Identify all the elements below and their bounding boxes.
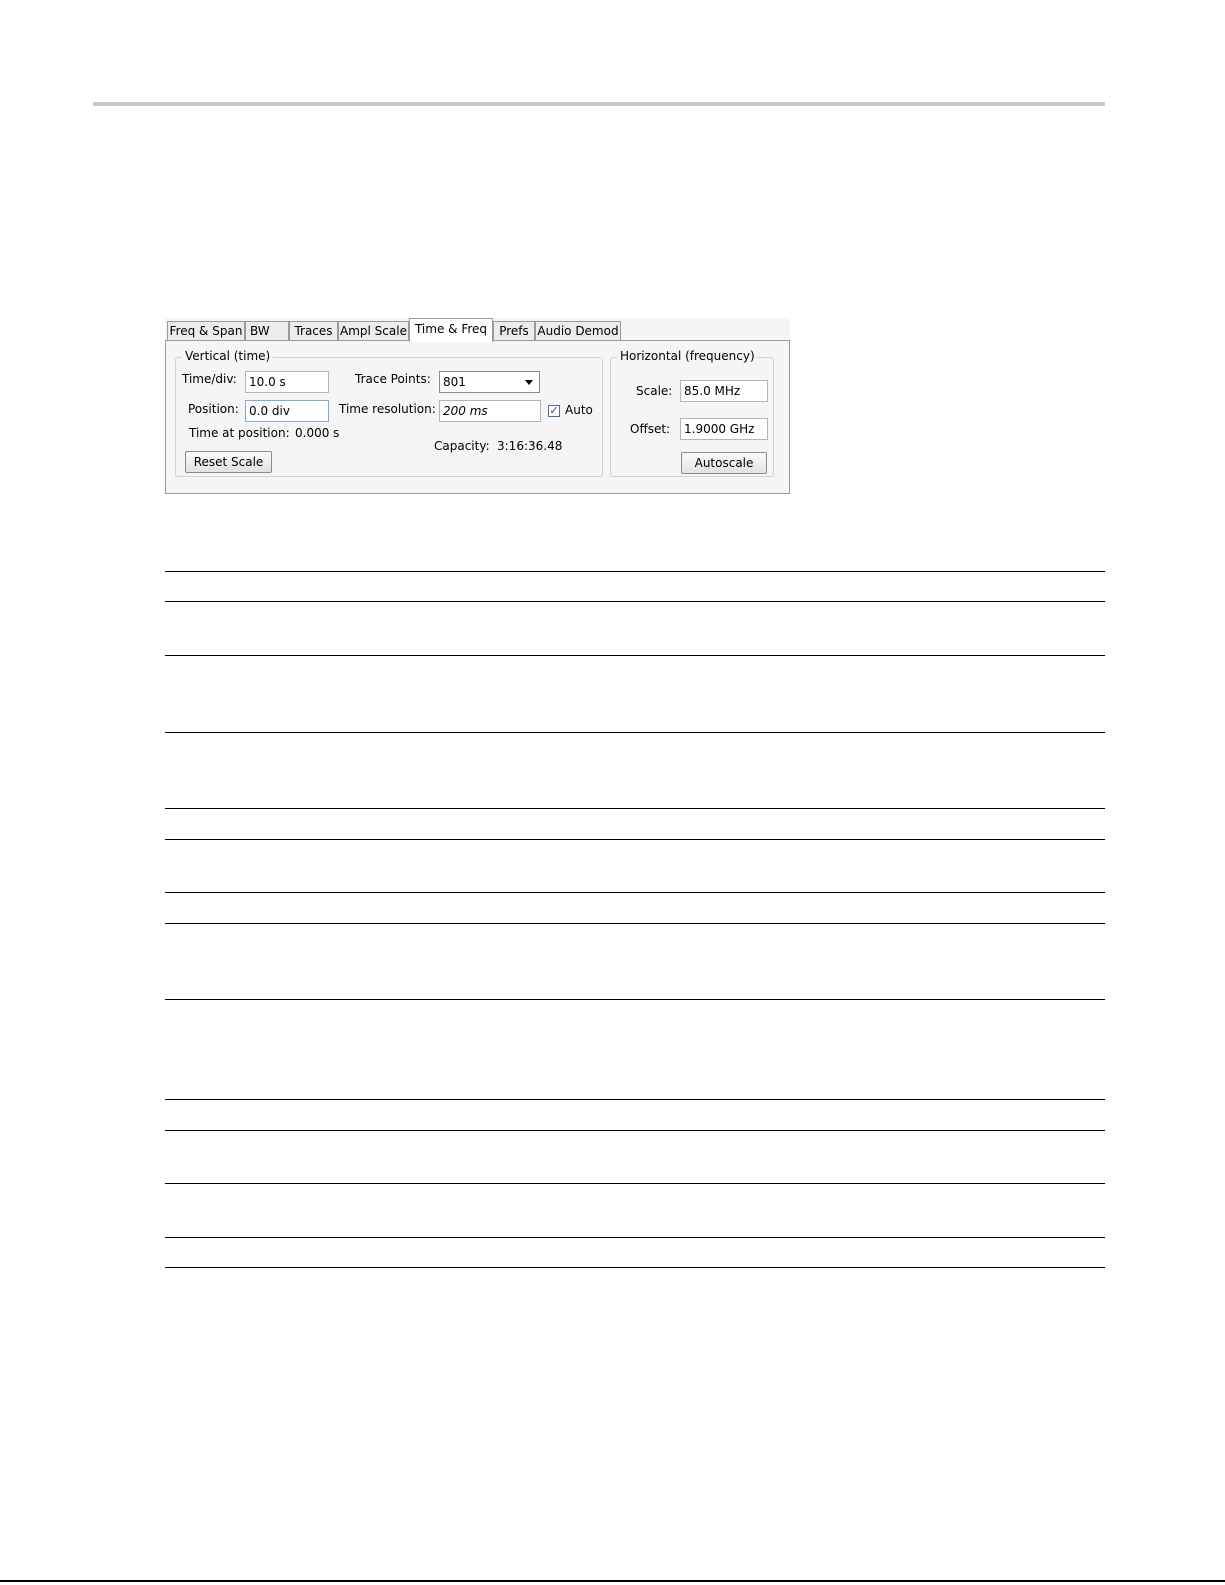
table-rule — [165, 1099, 1105, 1100]
table-rule — [165, 1267, 1105, 1268]
footer-rule — [0, 1580, 1225, 1582]
auto-label: Auto — [565, 403, 593, 417]
tab-bw[interactable]: BW — [245, 321, 289, 340]
time-resolution-input[interactable] — [439, 400, 541, 422]
time-freq-settings-panel — [165, 318, 790, 494]
table-rule — [165, 839, 1105, 840]
tab-ampl-scale[interactable]: Ampl Scale — [338, 321, 409, 340]
tab-prefs[interactable]: Prefs — [493, 321, 535, 340]
header-rule — [93, 102, 1105, 106]
offset-input[interactable] — [680, 418, 768, 440]
table-rule — [165, 1130, 1105, 1131]
autoscale-button[interactable]: Autoscale — [681, 452, 767, 474]
capacity-value: 3:16:36.48 — [497, 439, 563, 453]
time-at-position-value: 0.000 s — [295, 426, 340, 440]
trace-points-dropdown[interactable] — [439, 371, 540, 393]
tab-strip — [165, 318, 790, 341]
horizontal-frequency-group — [610, 349, 774, 477]
time-div-input[interactable] — [245, 371, 329, 393]
tab-content — [165, 340, 790, 494]
table-rule — [165, 999, 1105, 1000]
table-rule — [165, 808, 1105, 809]
scale-input[interactable] — [680, 380, 768, 402]
vertical-group-title: Vertical (time) — [182, 349, 273, 363]
table-rule — [165, 1183, 1105, 1184]
table-rule — [165, 923, 1105, 924]
tab-freq-span[interactable]: Freq & Span — [167, 321, 245, 340]
table-rule — [165, 571, 1105, 572]
capacity-label: Capacity: — [434, 439, 490, 453]
time-at-position-label: Time at position: — [189, 426, 290, 440]
position-label: Position: — [188, 402, 239, 416]
table-rule — [165, 732, 1105, 733]
position-input[interactable] — [245, 400, 329, 422]
chevron-down-icon — [525, 380, 533, 385]
time-resolution-label: Time resolution: — [339, 402, 436, 416]
table-rule — [165, 892, 1105, 893]
auto-checkbox[interactable]: ✓ — [549, 404, 559, 417]
table-rule — [165, 1237, 1105, 1238]
offset-label: Offset: — [630, 422, 671, 436]
tab-time-freq[interactable]: Time & Freq — [409, 318, 493, 342]
trace-points-value: 801 — [443, 375, 466, 389]
horizontal-group-title: Horizontal (frequency) — [617, 349, 758, 363]
table-rule — [165, 655, 1105, 656]
trace-points-label: Trace Points: — [355, 372, 431, 386]
scale-label: Scale: — [636, 384, 673, 398]
time-div-label: Time/div: — [182, 372, 237, 386]
table-rule — [165, 601, 1105, 602]
reset-scale-button[interactable]: Reset Scale — [185, 451, 272, 473]
tab-audio-demod[interactable]: Audio Demod — [535, 321, 621, 340]
vertical-time-group — [175, 349, 603, 477]
tab-traces[interactable]: Traces — [289, 321, 338, 340]
